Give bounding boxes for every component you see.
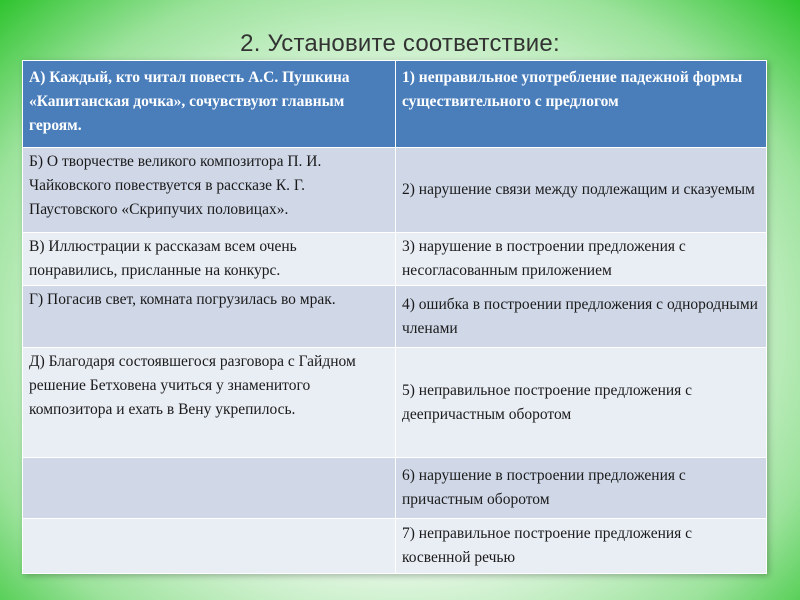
empty-cell-6 [23, 458, 396, 519]
sentence-cell-d: Д) Благодаря состоявшегося разговора с Гайдном решение Бетховена учиться у знаменитого композитора и ехать в Вену укрепилось. [23, 348, 396, 458]
error-type-cell-7: 7) неправильное построение предложения с косвенной речью [396, 519, 767, 574]
table-row [23, 458, 767, 519]
sentence-cell-g: Г) Погасив свет, комната погрузилась во мрак. [23, 286, 396, 348]
sentence-cell-a: А) Каждый, кто читал повесть А.С. Пушкина «Капитанская дочка», сочувствуют главным героям. [23, 61, 396, 148]
table-row [23, 286, 767, 348]
table-row [23, 348, 767, 458]
table-row [23, 61, 767, 148]
sentence-cell-v: В) Иллюстрации к рассказам всем очень понравились, присланные на конкурс. [23, 233, 396, 286]
slide-title: 2. Установите соответствие: [240, 30, 560, 57]
error-type-cell-1: 1) неправильное употребление падежной формы существительного с предлогом [396, 61, 767, 148]
table-row [23, 519, 767, 574]
table-row [23, 148, 767, 233]
table-row [23, 233, 767, 286]
error-type-cell-4: 4) ошибка в построении предложения с однородными членами [396, 286, 767, 348]
empty-cell-7 [23, 519, 396, 574]
error-type-cell-2: 2) нарушение связи между подлежащим и сказуемым [396, 148, 767, 233]
matching-table [22, 60, 767, 574]
sentence-cell-b: Б) О творчестве великого композитора П. И. Чайковского повествуется в рассказе К. Г. Паустовского «Скрипучих половицах». [23, 148, 396, 233]
error-type-cell-5: 5) неправильное построение предложения с деепричастным оборотом [396, 348, 767, 458]
error-type-cell-6: 6) нарушение в построении предложения с причастным оборотом [396, 458, 767, 519]
error-type-cell-3: 3) нарушение в построении предложения с несогласованным приложением [396, 233, 767, 286]
